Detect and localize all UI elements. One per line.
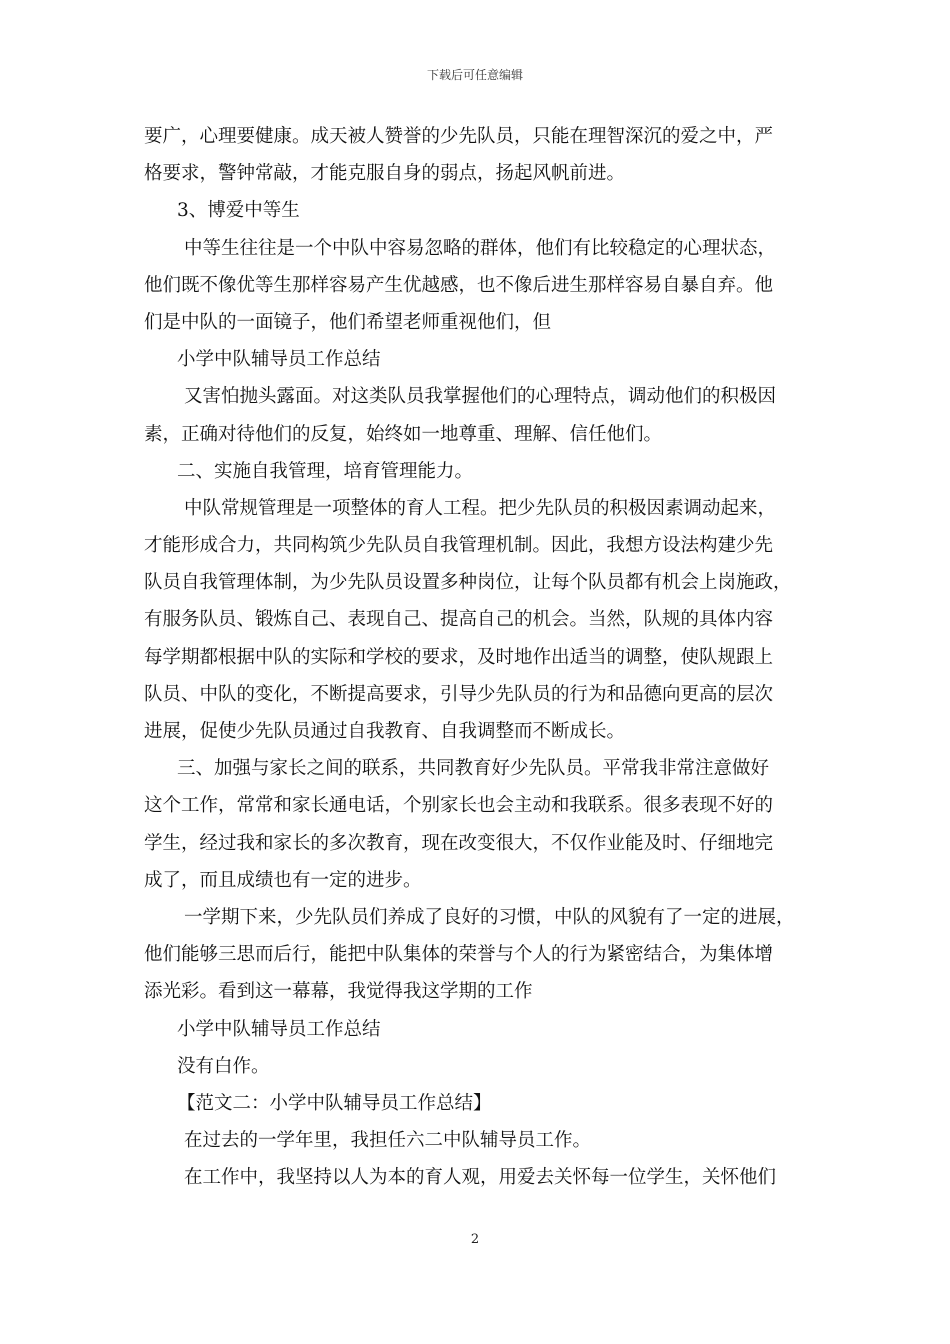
text-line: 进展，促使少先队员通过自我教育、自我调整而不断成长。 <box>144 721 626 742</box>
text-line: 素，正确对待他们的反复，始终如一地尊重、理解、信任他们。 <box>144 423 663 445</box>
text-line: 队员自我管理体制，为少先队员设置多种岗位，让每个队员都有机会上岗施政， <box>144 572 792 594</box>
section-heading: 二、实施自我管理，培育管理能力。 <box>177 460 474 482</box>
text-line: 又害怕抛头露面。对这类队员我掌握他们的心理特点，调动他们的积极因 <box>184 386 777 408</box>
text-line: 格要求，警钟常敲，才能克服自身的弱点，扬起风帆前进。 <box>144 163 626 185</box>
text-line: 成了，而且成绩也有一定的进步。 <box>144 869 422 891</box>
text-line: 才能形成合力，共同构筑少先队员自我管理机制。因此，我想方设法构建少先 <box>144 535 774 557</box>
text-line: 要广，心理要健康。成天被人赞誉的少先队员，只能在理智深沉的爱之中，严 <box>144 126 774 147</box>
section-heading: 三、加强与家长之间的联系，共同教育好少先队员。平常我非常注意做好 <box>177 758 770 780</box>
text-line: 这个工作，常常和家长通电话，个别家长也会主动和我联系。很多表现不好的 <box>144 795 774 817</box>
document-title-repeat: 小学中队辅导员工作总结 <box>177 349 381 371</box>
text-line: 队员、中队的变化，不断提高要求，引导少先队员的行为和品德向更高的层次 <box>144 683 774 705</box>
text-line: 中等生往往是一个中队中容易忽略的群体，他们有比较稳定的心理状态， <box>184 237 777 259</box>
text-line: 每学期都根据中队的实际和学校的要求，及时地作出适当的调整，使队规跟上 <box>144 646 774 668</box>
text-line: 学生，经过我和家长的多次教育，现在改变很大，不仅作业能及时、仔细地完 <box>144 832 774 854</box>
section-heading: 【范文二：小学中队辅导员工作总结】 <box>177 1092 492 1114</box>
text-line: 们是中队的一面镜子，他们希望老师重视他们，但 <box>144 311 552 333</box>
page-header: 下载后可任意编辑 <box>426 68 523 82</box>
text-line: 在工作中，我坚持以人为本的育人观，用爱去关怀每一位学生，关怀他们 <box>184 1167 777 1189</box>
text-line: 中队常规管理是一项整体的育人工程。把少先队员的积极因素调动起来， <box>184 497 777 519</box>
document-title-repeat: 小学中队辅导员工作总结 <box>177 1018 381 1040</box>
section-heading: 3、博爱中等生 <box>177 200 300 222</box>
text-line: 添光彩。看到这一幕幕，我觉得我这学期的工作 <box>144 981 533 1003</box>
text-line: 在过去的一学年里，我担任六二中队辅导员工作。 <box>184 1130 592 1152</box>
text-line: 他们既不像优等生那样容易产生优越感，也不像后进生那样容易自暴自弃。他 <box>144 274 774 296</box>
page-number: 2 <box>470 1232 480 1247</box>
text-line: 没有白作。 <box>177 1055 270 1077</box>
text-line: 他们能够三思而后行，能把中队集体的荣誉与个人的行为紧密结合，为集体增 <box>144 944 774 966</box>
text-line: 有服务队员、锻炼自己、表现自己、提高自己的机会。当然，队规的具体内容 <box>144 609 774 631</box>
document-body <box>144 118 812 1196</box>
text-line: 一学期下来，少先队员们养成了良好的习惯，中队的风貌有了一定的进展， <box>184 906 795 928</box>
